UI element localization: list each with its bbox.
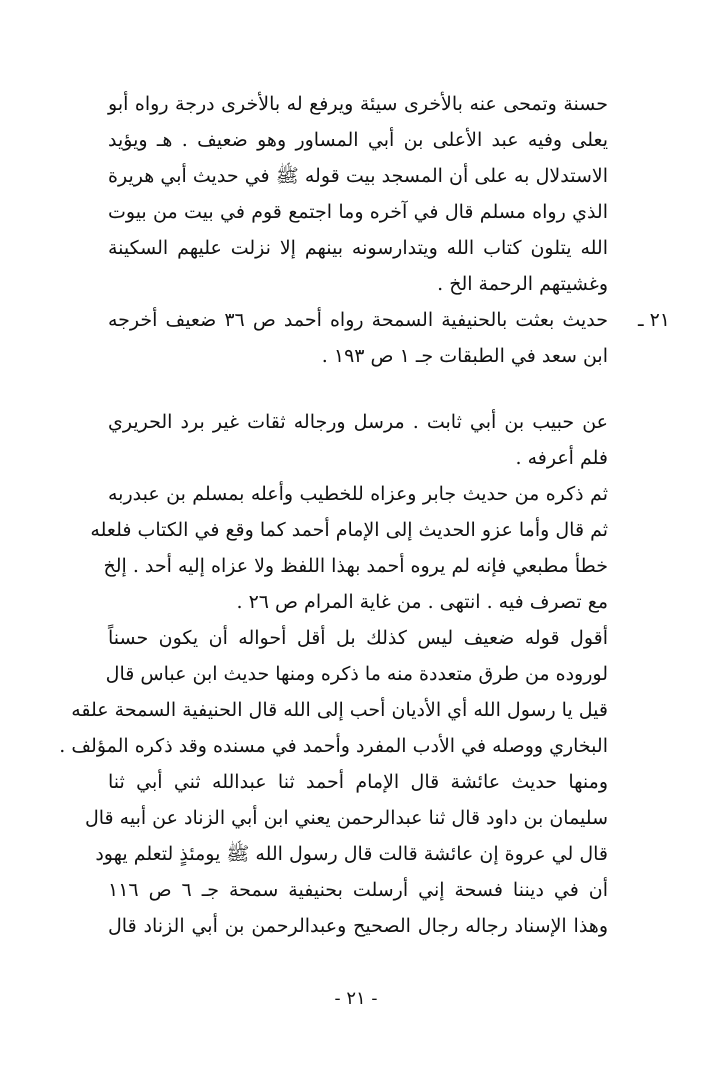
item-line: ابن سعد في الطبقات جـ ١ ص ١٩٣ . [321, 345, 608, 367]
text-line: وهذا الإسناد رجاله رجال الصحيح وعبدالرحمن بن أبي الزناد قال [108, 915, 608, 937]
text-line: أن في ديننا فسحة إني أرسلت بحنيفية سمحة جـ ٦ ص ١١٦ [108, 879, 608, 901]
text-line: ومنها حديث عائشة قال الإمام أحمد ثنا عبدالله ثني أبي ثنا [108, 771, 608, 793]
item-line: حديث بعثت بالحنيفية السمحة رواه أحمد ص ٣٦ ضعيف أخرجه [108, 309, 609, 331]
text-line: البخاري ووصله في الأدب المفرد وأحمد في مسنده وقد ذكره المؤلف . [59, 735, 608, 757]
text-line: ثم ذكره من حديث جابر وعزاه للخطيب وأعله بمسلم بن عبدربه [108, 483, 608, 505]
text-line: أقول قوله ضعيف ليس كذلك بل أقل أحواله أن يكون حسناً [108, 627, 608, 649]
text-line: فلم أعرفه . [515, 447, 608, 469]
text-line: خطأ مطبعي فإنه لم يروه أحمد بهذا اللفظ ولا عزاه إليه أحد . إلخ [103, 555, 608, 577]
text-line: ثم قال وأما عزو الحديث إلى الإمام أحمد كما وقع في الكتاب فلعله [90, 519, 608, 541]
text-line: عن حبيب بن أبي ثابت . مرسل ورجاله ثقات غير برد الحريري [108, 411, 608, 433]
text-line: قيل يا رسول الله أي الأديان أحب إلى الله قال الحنيفية السمحة علقه [71, 699, 608, 721]
item-number: ٢١ ـ [637, 309, 670, 331]
text-line: مع تصرف فيه . انتهى . من غاية المرام ص ٢٦ . [236, 591, 608, 613]
text-line: قال لي عروة إن عائشة قالت قال رسول الله ﷺ يومئذٍ لتعلم يهود [95, 843, 608, 865]
text-line: الذي رواه مسلم قال في آخره وما اجتمع قوم في بيت من بيوت [108, 201, 608, 223]
page-number: - ٢١ - [334, 988, 378, 1009]
text-line: وغشيتهم الرحمة الخ . [437, 273, 608, 295]
text-line: الله يتلون كتاب الله ويتدارسونه بينهم إلا نزلت عليهم السكينة [108, 237, 608, 259]
text-line: يعلى وفيه عبد الأعلى بن أبي المساور وهو ضعيف . هـ ويؤيد [108, 129, 608, 151]
text-line: حسنة وتمحى عنه بالأخرى سيئة ويرفع له بالأخرى درجة رواه أبو [108, 93, 608, 115]
text-line: سليمان بن داود قال ثنا عبدالرحمن يعني ابن أبي الزناد عن أبيه قال [84, 807, 608, 829]
text-line: الاستدلال به على أن المسجد بيت قوله ﷺ في حديث أبي هريرة [108, 165, 608, 187]
text-line: لوروده من طرق متعددة منه ما ذكره ومنها حديث ابن عباس قال [105, 663, 608, 685]
